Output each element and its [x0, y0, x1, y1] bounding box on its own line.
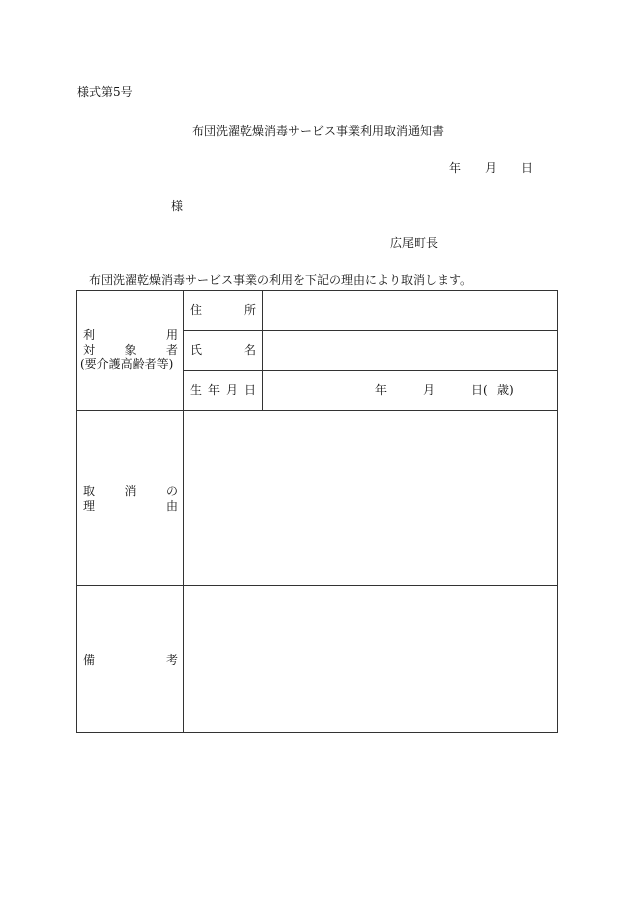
char: 利 [83, 328, 96, 342]
char: 備 [83, 653, 96, 667]
subject-label-line2 [83, 343, 178, 357]
address-field[interactable] [268, 303, 553, 325]
reason-field[interactable] [188, 415, 552, 580]
name-label [190, 343, 256, 357]
birth-month-label: 月 [423, 383, 436, 397]
body-text: 布団洗濯乾燥消毒サービス事業の利用を下記の理由により取消します。 [89, 273, 473, 287]
reason-label-line1 [83, 484, 178, 498]
char: 生 [190, 383, 203, 397]
date-day-label: 日 [521, 161, 534, 175]
document-title: 布団洗濯乾燥消毒サービス事業利用取消通知書 [192, 124, 445, 138]
birth-year-label: 年 [375, 383, 388, 397]
remarks-label [83, 653, 178, 667]
age-label: 歳) [497, 383, 514, 397]
char: 日 [243, 383, 256, 397]
issuer: 広尾町長 [390, 236, 439, 250]
char: の [165, 484, 178, 498]
char: 消 [124, 484, 137, 498]
char: 取 [83, 484, 96, 498]
char: 所 [243, 303, 256, 317]
char: 象 [124, 343, 137, 357]
date-year-label: 年 [449, 161, 462, 175]
char: 者 [165, 343, 178, 357]
subject-label-line3: (要介護高齢者等) [80, 357, 174, 371]
char: 用 [165, 328, 178, 342]
reason-label-line2 [83, 499, 178, 513]
char: 考 [165, 653, 178, 667]
addressee-suffix: 様 [171, 199, 184, 213]
address-label [190, 303, 256, 317]
char: 住 [190, 303, 203, 317]
char: 年 [207, 383, 220, 397]
date-month-label: 月 [485, 161, 498, 175]
subject-label-line1 [83, 328, 178, 342]
char: 月 [225, 383, 238, 397]
name-field[interactable] [268, 343, 553, 365]
char: 氏 [190, 343, 203, 357]
char: 理 [83, 499, 96, 513]
remarks-field[interactable] [188, 590, 552, 727]
birthdate-label [190, 383, 256, 397]
char: 由 [165, 499, 178, 513]
birth-day-label: 日( [471, 383, 488, 397]
char: 対 [83, 343, 96, 357]
char: 名 [243, 343, 256, 357]
form-number: 様式第5号 [77, 85, 133, 99]
